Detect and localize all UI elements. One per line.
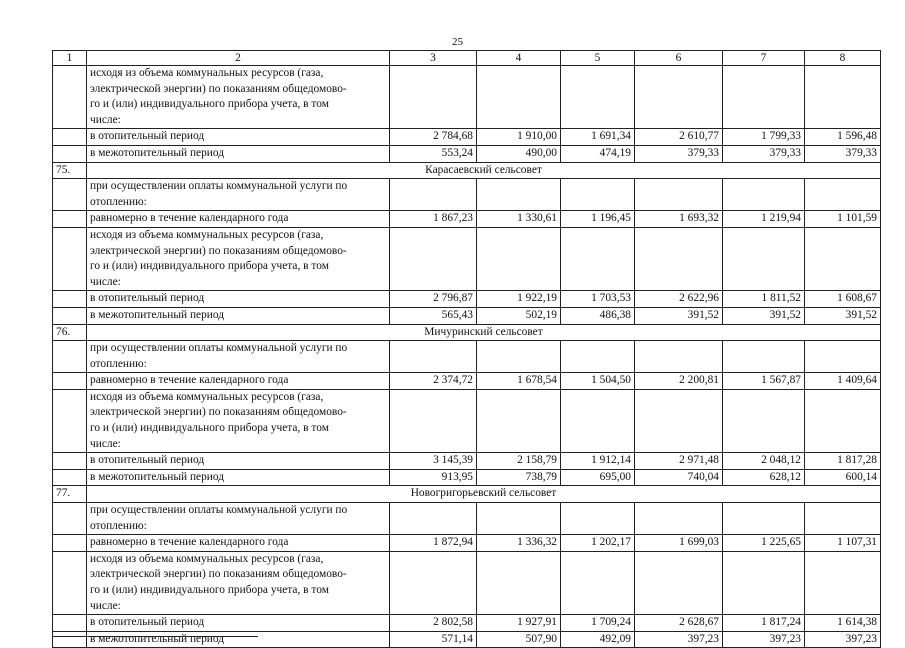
section-name: Мичуринский сельсовет [87,324,881,341]
label-line: электрической энергии) по показаниям общедомово- [90,82,347,95]
empty-cell [561,341,635,373]
tariff-table [52,50,881,648]
value-cell: 695,00 [561,469,635,486]
value-cell: 1 811,52 [723,291,805,308]
value-cell: 1 703,53 [561,291,635,308]
value-cell: 1 336,32 [477,535,561,552]
header-row [53,51,881,66]
value-cell: 2 158,79 [477,453,561,470]
empty-cell [390,227,477,290]
value-cell: 553,24 [390,145,477,162]
label-line: исходя из объема коммунальных ресурсов (газа, [90,67,324,79]
value-cell: 379,33 [635,145,723,162]
footnote-rule [52,636,258,637]
row-number-cell [53,389,87,452]
value-cell: 1 922,19 [477,291,561,308]
header-cell: 5 [561,51,635,66]
label-line: при осуществлении оплаты коммунальной услуги по [90,342,348,355]
empty-cell [390,551,477,614]
table-row [53,453,881,470]
row-label [87,227,390,290]
value-cell: 1 709,24 [561,615,635,632]
row-number-cell [53,615,87,632]
table-row [53,615,881,632]
row-number-cell [53,503,87,535]
value-cell: 1 927,91 [477,615,561,632]
row-label: в отопительный период [87,615,390,632]
row-label: равномерно в течение календарного года [87,211,390,228]
table-row [53,551,881,614]
empty-cell [561,551,635,614]
empty-cell [477,227,561,290]
empty-cell [635,551,723,614]
table-row [53,373,881,390]
section-row [53,486,881,503]
value-cell: 2 048,12 [723,453,805,470]
empty-cell [477,389,561,452]
value-cell: 474,19 [561,145,635,162]
empty-cell [390,503,477,535]
empty-cell [561,503,635,535]
label-line: го и (или) индивидуального прибора учета, в том [90,422,329,435]
empty-cell [477,179,561,211]
table-row [53,291,881,308]
value-cell: 397,23 [635,631,723,648]
value-cell: 2 610,77 [635,129,723,146]
empty-cell [390,341,477,373]
value-cell: 2 796,87 [390,291,477,308]
value-cell: 1 219,94 [723,211,805,228]
header-cell: 4 [477,51,561,66]
row-number-cell [53,291,87,308]
value-cell: 379,33 [723,145,805,162]
label-line: отоплению: [90,519,147,532]
empty-cell [561,227,635,290]
value-cell: 740,04 [635,469,723,486]
section-number: 77. [53,486,87,503]
empty-cell [561,179,635,211]
label-line: отоплению: [90,195,147,208]
value-cell: 1 608,67 [805,291,881,308]
value-cell: 1 867,23 [390,211,477,228]
section-row [53,162,881,179]
page-number: 25 [452,36,463,48]
value-cell: 2 622,96 [635,291,723,308]
table-row [53,227,881,290]
row-label [87,389,390,452]
value-cell: 391,52 [635,307,723,324]
value-cell: 1 596,48 [805,129,881,146]
row-label [87,66,390,129]
row-label: в отопительный период [87,129,390,146]
empty-cell [723,227,805,290]
value-cell: 1 799,33 [723,129,805,146]
empty-cell [635,389,723,452]
header-cell: 7 [723,51,805,66]
value-cell: 738,79 [477,469,561,486]
row-number-cell [53,227,87,290]
label-line: го и (или) индивидуального прибора учета, в том [90,584,329,596]
label-line: числе: [90,437,121,450]
row-label: в межотопительный период [87,469,390,486]
value-cell: 1 678,54 [477,373,561,390]
value-cell: 1 101,59 [805,211,881,228]
value-cell: 1 872,94 [390,535,477,552]
row-label [87,179,390,211]
table-row [53,535,881,552]
label-line: при осуществлении оплаты коммунальной услуги по [90,504,348,517]
value-cell: 397,23 [805,631,881,648]
empty-cell [561,389,635,452]
row-label [87,341,390,373]
label-line: электрической энергии) по показаниям общедомово- [90,568,347,581]
row-number-cell [53,373,87,390]
row-label: равномерно в течение календарного года [87,373,390,390]
empty-cell [805,503,881,535]
value-cell: 486,38 [561,307,635,324]
value-cell: 600,14 [805,469,881,486]
table-row [53,179,881,211]
row-label: равномерно в течение календарного года [87,535,390,552]
value-cell: 397,23 [723,631,805,648]
value-cell: 1 409,64 [805,373,881,390]
empty-cell [390,389,477,452]
label-line: исходя из объема коммунальных ресурсов (газа, [90,390,324,403]
section-name: Карасаевский сельсовет [87,162,881,179]
empty-cell [805,341,881,373]
empty-cell [805,227,881,290]
value-cell: 2 628,67 [635,615,723,632]
value-cell: 628,12 [723,469,805,486]
label-line: числе: [90,275,121,288]
value-cell: 1 202,17 [561,535,635,552]
section-number: 75. [53,162,87,179]
value-cell: 2 374,72 [390,373,477,390]
empty-cell [390,179,477,211]
row-number-cell [53,453,87,470]
label-line: числе: [90,599,121,612]
value-cell: 2 971,48 [635,453,723,470]
row-number-cell [53,66,87,129]
value-cell: 913,95 [390,469,477,486]
value-cell: 3 145,39 [390,453,477,470]
row-label: в межотопительный период [87,145,390,162]
table-row [53,129,881,146]
empty-cell [477,341,561,373]
section-name: Новогригорьевский сельсовет [87,486,881,503]
table-row [53,307,881,324]
header-cell: 2 [87,51,390,66]
label-line: при осуществлении оплаты коммунальной услуги по [90,180,348,193]
value-cell: 565,43 [390,307,477,324]
label-line: исходя из объема коммунальных ресурсов (газа, [90,552,324,565]
row-number-cell [53,341,87,373]
row-number-cell [53,211,87,228]
table-row [53,145,881,162]
label-line: го и (или) индивидуального прибора учета, в том [90,98,329,111]
row-label: в межотопительный период [87,631,390,648]
value-cell: 1 691,34 [561,129,635,146]
header-cell: 6 [635,51,723,66]
empty-cell [635,179,723,211]
table-row [53,341,881,373]
empty-cell [805,179,881,211]
empty-cell [723,179,805,211]
value-cell: 502,19 [477,307,561,324]
value-cell: 507,90 [477,631,561,648]
header-cell: 8 [805,51,881,66]
row-number-cell [53,469,87,486]
value-cell: 391,52 [805,307,881,324]
empty-cell [635,341,723,373]
table-row [53,211,881,228]
row-label: в отопительный период [87,453,390,470]
value-cell: 391,52 [723,307,805,324]
empty-cell [477,503,561,535]
value-cell: 1 330,61 [477,211,561,228]
table-row [53,469,881,486]
empty-cell [635,503,723,535]
row-number-cell [53,535,87,552]
empty-cell [723,551,805,614]
table-row [53,389,881,452]
value-cell: 1 567,87 [723,373,805,390]
empty-cell [805,389,881,452]
empty-cell [723,389,805,452]
empty-cell [723,341,805,373]
label-line: электрической энергии) по показаниям общедомово- [90,244,347,257]
section-number: 76. [53,324,87,341]
label-line: электрической энергии) по показаниям общедомово- [90,406,347,419]
value-cell: 1 817,24 [723,615,805,632]
label-line: числе: [90,113,121,126]
value-cell: 1 910,00 [477,129,561,146]
empty-cell [635,227,723,290]
value-cell: 2 802,58 [390,615,477,632]
value-cell: 1 196,45 [561,211,635,228]
row-number-cell [53,551,87,614]
value-cell: 1 693,32 [635,211,723,228]
row-number-cell [53,307,87,324]
row-label [87,551,390,614]
value-cell: 2 784,68 [390,129,477,146]
label-line: отоплению: [90,357,147,370]
value-cell: 1 817,28 [805,453,881,470]
section-row [53,324,881,341]
value-cell: 490,00 [477,145,561,162]
row-label: в отопительный период [87,291,390,308]
empty-cell [723,503,805,535]
value-cell: 1 699,03 [635,535,723,552]
label-line: го и (или) индивидуального прибора учета, в том [90,260,329,273]
row-label: в межотопительный период [87,307,390,324]
value-cell: 1 107,31 [805,535,881,552]
value-cell: 571,14 [390,631,477,648]
value-cell: 1 912,14 [561,453,635,470]
label-line: исходя из объема коммунальных ресурсов (газа, [90,228,324,241]
value-cell: 1 225,65 [723,535,805,552]
value-cell: 379,33 [805,145,881,162]
header-cell: 1 [53,51,87,66]
empty-cell [805,551,881,614]
row-number-cell [53,179,87,211]
header-cell: 3 [390,51,477,66]
value-cell: 2 200,81 [635,373,723,390]
empty-cell [477,551,561,614]
table-row [53,503,881,535]
value-cell: 1 614,38 [805,615,881,632]
row-label [87,503,390,535]
value-cell: 492,09 [561,631,635,648]
value-cell: 1 504,50 [561,373,635,390]
table-row [53,66,881,129]
